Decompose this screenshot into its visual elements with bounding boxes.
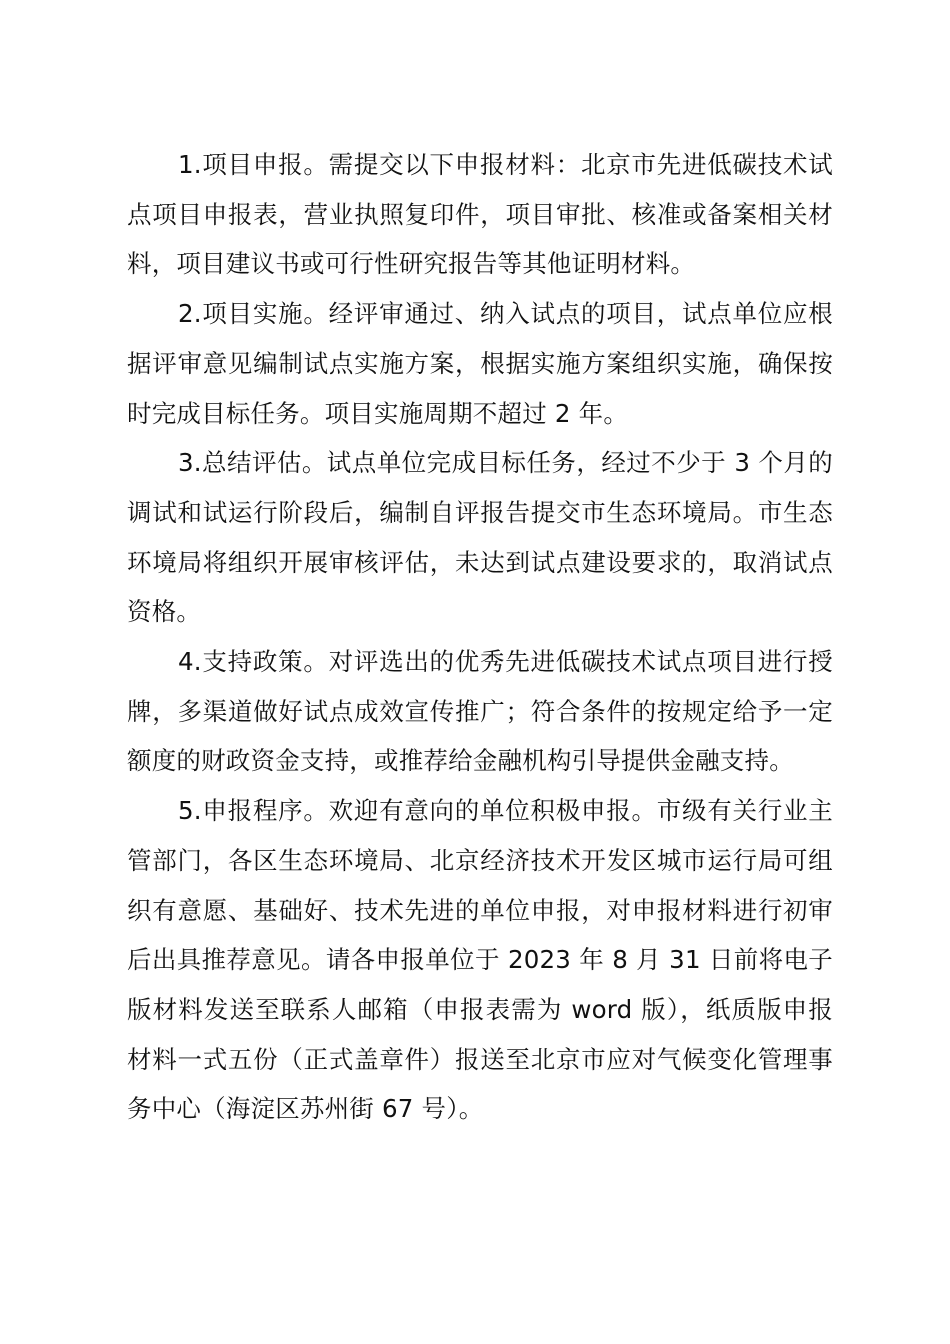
document-body xyxy=(127,140,833,1134)
paragraph-project-application: 1.项目申报。需提交以下申报材料：北京市先进低碳技术试点项目申报表，营业执照复印件，项目审批、核准或备案相关材料，项目建议书或可行性研究报告等其他证明材料。 xyxy=(127,150,833,279)
paragraph-summary-evaluation: 3.总结评估。试点单位完成目标任务，经过不少于 3 个月的调试和试运行阶段后，编制自评报告提交市生态环境局。市生态环境局将组织开展审核评估，未达到试点建设要求的，取消试点资格。 xyxy=(127,448,833,627)
paragraph-project-implementation: 2.项目实施。经评审通过、纳入试点的项目，试点单位应根据评审意见编制试点实施方案，根据实施方案组织实施，确保按时完成目标任务。项目实施周期不超过 2 年。 xyxy=(127,299,833,428)
paragraph-support-policy: 4.支持政策。对评选出的优秀先进低碳技术试点项目进行授牌，多渠道做好试点成效宣传推广；符合条件的按规定给予一定额度的财政资金支持，或推荐给金融机构引导提供金融支持。 xyxy=(127,647,833,776)
paragraph-application-procedure: 5.申报程序。欢迎有意向的单位积极申报。市级有关行业主管部门，各区生态环境局、北京经济技术开发区城市运行局可组织有意愿、基础好、技术先进的单位申报，对申报材料进行初审后出具推荐意见。请各申报单位于 2023 年 8 月 31 日前将电子版材料发送至联系人邮箱（申报表需为 word 版），纸质版申报材料一式五份（正式盖章件）报送至北京市应对气候变化管理事务中心（海淀区苏州街 67 号）。 xyxy=(127,796,833,1124)
